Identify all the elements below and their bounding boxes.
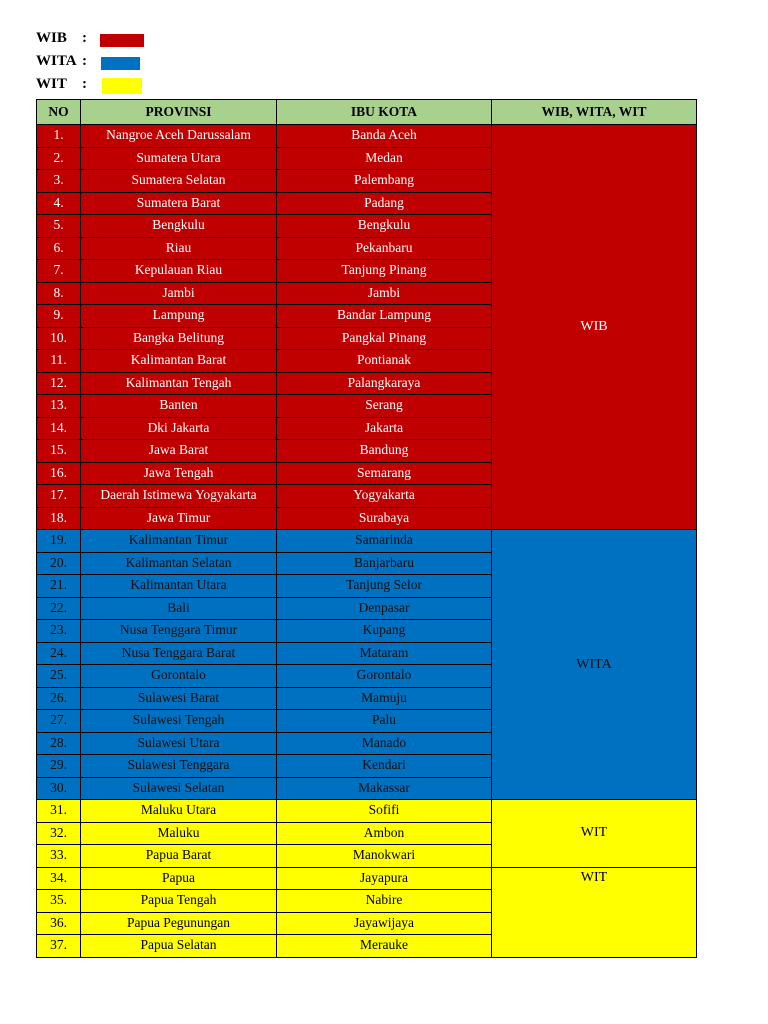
cell-no: 32.: [37, 822, 81, 845]
cell-no: 5.: [37, 215, 81, 238]
cell-ibukota: Jayapura: [277, 867, 492, 890]
cell-no: 2.: [37, 147, 81, 170]
cell-ibukota: Mataram: [277, 642, 492, 665]
cell-no: 17.: [37, 485, 81, 508]
cell-provinsi: Riau: [81, 237, 277, 260]
cell-ibukota: Banjarbaru: [277, 552, 492, 575]
cell-no: 15.: [37, 440, 81, 463]
cell-no: 3.: [37, 170, 81, 193]
cell-no: 12.: [37, 372, 81, 395]
legend-swatch-wit: [102, 78, 142, 94]
cell-provinsi: Papua Selatan: [81, 935, 277, 958]
cell-ibukota: Tanjung Pinang: [277, 260, 492, 283]
cell-ibukota: Pontianak: [277, 350, 492, 373]
cell-provinsi: Sumatera Utara: [81, 147, 277, 170]
cell-no: 25.: [37, 665, 81, 688]
cell-no: 26.: [37, 687, 81, 710]
cell-provinsi: Sulawesi Utara: [81, 732, 277, 755]
cell-ibukota: Surabaya: [277, 507, 492, 530]
cell-no: 20.: [37, 552, 81, 575]
cell-ibukota: Palembang: [277, 170, 492, 193]
cell-provinsi: Papua: [81, 867, 277, 890]
table-row: [37, 867, 697, 890]
cell-provinsi: Kalimantan Tengah: [81, 372, 277, 395]
cell-no: 21.: [37, 575, 81, 598]
cell-no: 36.: [37, 912, 81, 935]
cell-provinsi: Jawa Tengah: [81, 462, 277, 485]
cell-no: 29.: [37, 755, 81, 778]
cell-no: 10.: [37, 327, 81, 350]
cell-ibukota: Gorontalo: [277, 665, 492, 688]
cell-ibukota: Tanjung Selor: [277, 575, 492, 598]
cell-ibukota: Mamuju: [277, 687, 492, 710]
cell-provinsi: Papua Tengah: [81, 890, 277, 913]
cell-ibukota: Ambon: [277, 822, 492, 845]
cell-no: 1.: [37, 125, 81, 148]
cell-ibukota: Makassar: [277, 777, 492, 800]
cell-ibukota: Pangkal Pinang: [277, 327, 492, 350]
cell-provinsi: Sulawesi Tengah: [81, 710, 277, 733]
cell-provinsi: Jambi: [81, 282, 277, 305]
cell-no: 7.: [37, 260, 81, 283]
cell-no: 8.: [37, 282, 81, 305]
legend-swatch-wita: [101, 57, 140, 70]
zone-cell-wit-a: WIT: [492, 800, 697, 868]
cell-ibukota: Yogyakarta: [277, 485, 492, 508]
cell-ibukota: Semarang: [277, 462, 492, 485]
cell-no: 14.: [37, 417, 81, 440]
cell-no: 27.: [37, 710, 81, 733]
cell-provinsi: Banten: [81, 395, 277, 418]
table-row: [37, 800, 697, 823]
cell-no: 16.: [37, 462, 81, 485]
header-ibukota: IBU KOTA: [277, 100, 492, 125]
cell-ibukota: Merauke: [277, 935, 492, 958]
cell-provinsi: Maluku Utara: [81, 800, 277, 823]
cell-ibukota: Jambi: [277, 282, 492, 305]
cell-provinsi: Papua Barat: [81, 845, 277, 868]
cell-provinsi: Gorontalo: [81, 665, 277, 688]
cell-ibukota: Bengkulu: [277, 215, 492, 238]
cell-ibukota: Serang: [277, 395, 492, 418]
cell-provinsi: Dki Jakarta: [81, 417, 277, 440]
cell-provinsi: Daerah Istimewa Yogyakarta: [81, 485, 277, 508]
table-row: [37, 530, 697, 553]
cell-provinsi: Papua Pegunungan: [81, 912, 277, 935]
cell-provinsi: Kalimantan Timur: [81, 530, 277, 553]
cell-ibukota: Medan: [277, 147, 492, 170]
cell-no: 18.: [37, 507, 81, 530]
cell-no: 19.: [37, 530, 81, 553]
cell-provinsi: Sulawesi Tenggara: [81, 755, 277, 778]
cell-provinsi: Bengkulu: [81, 215, 277, 238]
zone-cell-wit-b: WIT: [492, 867, 697, 957]
cell-ibukota: Palangkaraya: [277, 372, 492, 395]
cell-no: 33.: [37, 845, 81, 868]
cell-no: 34.: [37, 867, 81, 890]
cell-provinsi: Kepulauan Riau: [81, 260, 277, 283]
cell-provinsi: Jawa Barat: [81, 440, 277, 463]
cell-ibukota: Padang: [277, 192, 492, 215]
header-no: NO: [37, 100, 81, 125]
cell-provinsi: Jawa Timur: [81, 507, 277, 530]
legend-label: WIB: [36, 30, 67, 46]
header-zona: WIB, WITA, WIT: [492, 100, 697, 125]
legend-colon: :: [82, 53, 87, 69]
cell-provinsi: Nangroe Aceh Darussalam: [81, 125, 277, 148]
cell-no: 4.: [37, 192, 81, 215]
cell-ibukota: Manado: [277, 732, 492, 755]
province-table: [36, 99, 697, 958]
cell-provinsi: Sulawesi Selatan: [81, 777, 277, 800]
cell-no: 22.: [37, 597, 81, 620]
zone-cell-wib: WIB: [492, 125, 697, 530]
cell-provinsi: Kalimantan Selatan: [81, 552, 277, 575]
zone-cell-wita: WITA: [492, 530, 697, 800]
cell-ibukota: Banda Aceh: [277, 125, 492, 148]
cell-no: 31.: [37, 800, 81, 823]
cell-ibukota: Palu: [277, 710, 492, 733]
cell-provinsi: Bali: [81, 597, 277, 620]
cell-no: 13.: [37, 395, 81, 418]
cell-ibukota: Bandung: [277, 440, 492, 463]
legend-colon: :: [82, 76, 87, 92]
cell-provinsi: Lampung: [81, 305, 277, 328]
cell-ibukota: Bandar Lampung: [277, 305, 492, 328]
cell-provinsi: Sumatera Barat: [81, 192, 277, 215]
cell-provinsi: Nusa Tenggara Barat: [81, 642, 277, 665]
cell-ibukota: Kendari: [277, 755, 492, 778]
cell-provinsi: Sumatera Selatan: [81, 170, 277, 193]
cell-provinsi: Maluku: [81, 822, 277, 845]
cell-ibukota: Manokwari: [277, 845, 492, 868]
legend-colon: :: [82, 30, 87, 46]
cell-ibukota: Pekanbaru: [277, 237, 492, 260]
table-row: [37, 125, 697, 148]
cell-ibukota: Jakarta: [277, 417, 492, 440]
cell-ibukota: Jayawijaya: [277, 912, 492, 935]
cell-no: 35.: [37, 890, 81, 913]
cell-no: 6.: [37, 237, 81, 260]
header-provinsi: PROVINSI: [81, 100, 277, 125]
table-header-row: [37, 100, 697, 125]
cell-no: 30.: [37, 777, 81, 800]
cell-no: 37.: [37, 935, 81, 958]
cell-provinsi: Sulawesi Barat: [81, 687, 277, 710]
cell-no: 11.: [37, 350, 81, 373]
cell-ibukota: Sofifi: [277, 800, 492, 823]
legend-label: WITA: [36, 53, 77, 69]
cell-ibukota: Nabire: [277, 890, 492, 913]
cell-ibukota: Kupang: [277, 620, 492, 643]
legend-label: WIT: [36, 76, 67, 92]
cell-no: 28.: [37, 732, 81, 755]
legend-swatch-wib: [100, 34, 144, 47]
cell-ibukota: Samarinda: [277, 530, 492, 553]
cell-no: 24.: [37, 642, 81, 665]
cell-provinsi: Bangka Belitung: [81, 327, 277, 350]
cell-provinsi: Kalimantan Barat: [81, 350, 277, 373]
cell-ibukota: Denpasar: [277, 597, 492, 620]
cell-no: 9.: [37, 305, 81, 328]
cell-provinsi: Kalimantan Utara: [81, 575, 277, 598]
cell-no: 23.: [37, 620, 81, 643]
cell-provinsi: Nusa Tenggara Timur: [81, 620, 277, 643]
